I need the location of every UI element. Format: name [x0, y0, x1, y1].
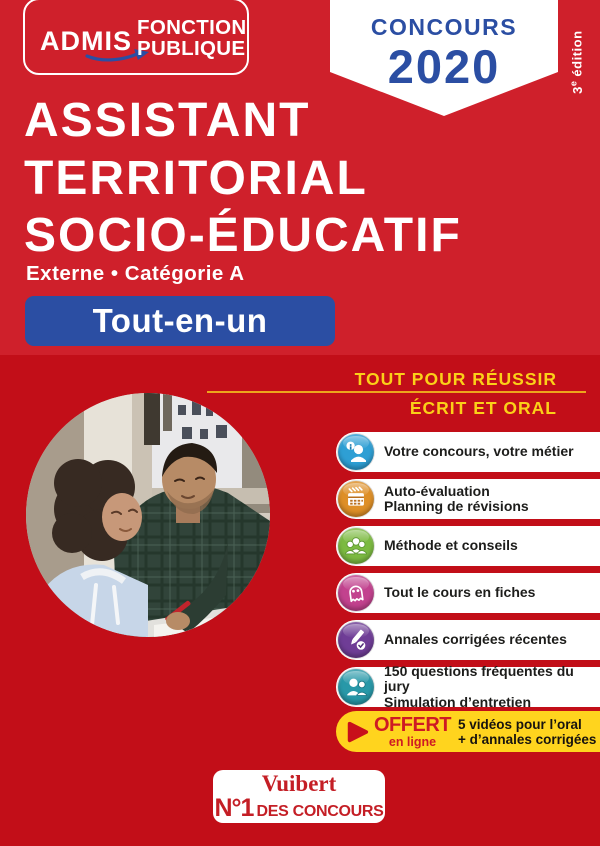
cover-photo: [26, 393, 270, 637]
calendar-icon: [338, 481, 374, 517]
brand-name: Vuibert: [261, 771, 337, 796]
feature-item: Méthode et conseils: [336, 526, 600, 566]
feature-item: Votre concours, votre métier: [336, 432, 600, 472]
two-people-icon: [338, 669, 374, 705]
tagline-ecrit-oral: ÉCRIT ET ORAL: [409, 398, 557, 418]
offer-description: 5 vidéos pour l’oral + d’annales corrigées: [458, 716, 597, 747]
concours-label: CONCOURS: [370, 14, 518, 40]
admis-wordmark: ADMIS: [40, 26, 132, 56]
concours-banner: [330, 0, 558, 94]
feature-item: Tout le cours en fiches: [336, 573, 600, 613]
group-icon: [338, 528, 374, 564]
offer-label: OFFERT en ligne: [374, 713, 451, 749]
year-label: 2020: [387, 40, 501, 93]
person-info-icon: [338, 434, 374, 470]
feature-item: 150 questions fréquentes du jury Simulation d’entretien: [336, 667, 600, 707]
play-icon: [345, 720, 369, 744]
fonction-publique-label: FONCTION PUBLIQUE: [137, 16, 247, 60]
photo-illustration: [26, 393, 270, 637]
tout-en-un-badge: Tout-en-un: [25, 296, 335, 346]
subtitle: Externe • Catégorie A: [26, 262, 245, 285]
tagline-reussir: TOUT POUR RÉUSSIR: [354, 369, 557, 389]
feature-item: Annales corrigées récentes: [336, 620, 600, 660]
brand-rank: N°1 DES CONCOURS: [214, 794, 384, 822]
feature-item: Auto-évaluation Planning de révisions: [336, 479, 600, 519]
ghost-icon: [338, 575, 374, 611]
tagline-divider: [207, 391, 586, 393]
admis-logo: [23, 0, 249, 75]
edition-label: 3eédition: [568, 30, 586, 94]
brand-logo: [213, 770, 385, 823]
pencil-check-icon: [338, 622, 374, 658]
page-title: ASSISTANT TERRITORIAL SOCIO-ÉDUCATIF: [24, 94, 462, 262]
offer-banner: [336, 711, 600, 752]
